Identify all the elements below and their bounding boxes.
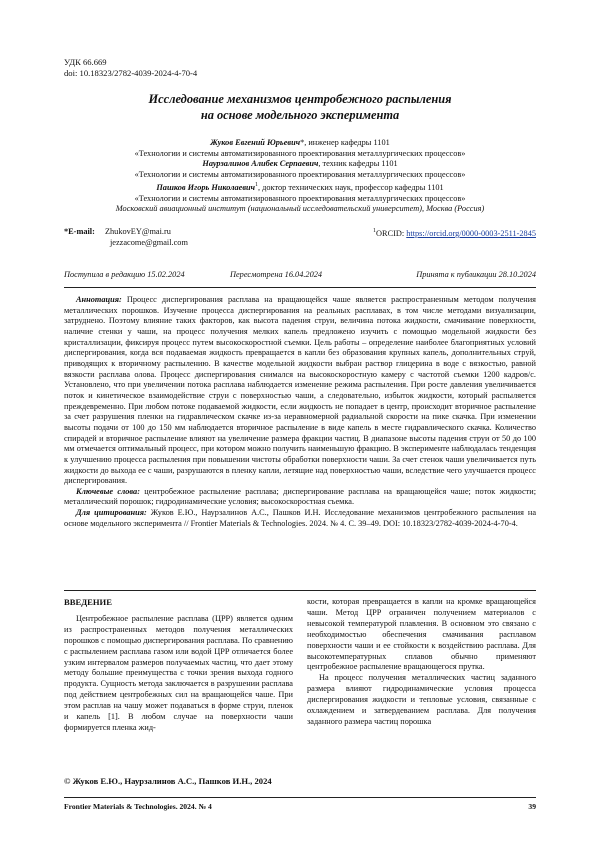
author-mark: * <box>300 138 305 147</box>
author-name: Наурзалинов Алибек Серпаевич <box>202 159 319 169</box>
paragraph: Центробежное распыление расплава (ЦРР) является одним из распространенных методов получения металлических порошков с помощью диспергирования расплава. По сравнению с распылением расплава газом или водой ЦРР отличается более узким интервалом размеров получаемых частиц, что дает этому методу большие преимущества с точки зрения выхода годного продукта. Сущность метода заключается в разрушении расплава под действием центробежных сил на вращающейся чаше. При этом расплав на чашу может подаваться в форме струи, пленок и капель [1]. В любом случае на поверхности чаши формируется пленка жид- <box>64 613 293 732</box>
keywords-label: Ключевые слова: <box>76 486 140 496</box>
abstract-block <box>64 295 536 529</box>
email-link-1[interactable]: ZhukovEY@mai.ru <box>104 227 171 236</box>
page-footer <box>64 802 536 811</box>
keywords-text: центробежное распыление расплава; диспергирование расплава на вращающейся чаше; поток жидкости; металлический порошок; гидродинамические условия; высокоскоростная съемка. <box>64 486 537 507</box>
citation <box>64 508 536 529</box>
keywords <box>64 487 536 508</box>
title-line-1: Исследование механизмов центробежного распыления <box>148 92 452 106</box>
citation-label: Для цитирования: <box>76 508 147 518</box>
author-affiliation: «Технологии и системы автоматизированного проектирования металлургических процессов» <box>134 169 466 179</box>
email-label: *E-mail: <box>64 227 95 236</box>
author-block <box>64 138 536 215</box>
page-number: 39 <box>528 802 536 811</box>
divider <box>64 590 536 591</box>
divider <box>64 287 536 288</box>
author-name: Жуков Евгений Юрьевич <box>210 138 301 147</box>
abstract-text: Процесс диспергирования расплава на вращающейся чаше является распространенным методом получения металлических порошков. Изучение процесса диспергирования на реальных расплавах, в том числе методами визуализации, затруднено. Поэтому влияние таких факторов, как высота падения струи, величина потока жидкости, смачивание поверхности, наличие стенки у чаши, на процесс получения мелких капель предложено изучить с помощью модельной жидкости без кристаллизации, фиксируя процесс путем высокоскоростной съемки. Цель работы – определение наиболее благоприятных условий диспергирования, когда вся подаваемая жидкость превращается в капли без образования крупных капель, дополнительных струй, приводящих к вторичному распылению. В качестве модельной жидкости выбран раствор глицерина в воде с вязкостью, равной вязкости расплава олова. Процесс диспергирования снимался на высокоскоростную камеру с частотой съемки 1200 кадров/с. Установлено, что при увеличении потока расплава наблюдается изменение режима распыления. При росте давления увеличивается поток и кинетическое взаимодействие струи с поверхностью чаши, а следовательно, избыток жидкости, который распыляется преждевременно. При любом потоке подаваемой жидкости, если жидкость не попадает в центр, происходит вторичное распыление за счет разрушения пленки на гидравлическом скачке из-за неравномерной радиальной скорости на пике скачка. При изменении высоты подачи от 100 до 150 мм наблюдается вторичное распыление в виде капель в месте гидравлического скачка. Количество спирадей и вторичное распыление влияют на увеличение размера фракции частиц. В диапазоне высоты падения струи от 50 до 100 мм отмечается оптимальный процесс, при котором можно получить наименьшую фракцию. В эксперименте наблюдалась тенденция к улучшению процесса распыления при повышении чистоты обработки поверхности чаши. За счет стенок чаши увеличивается путь жидкости до выхода ее с чаши, разрушаются в пленку капли, летящие над поверхностью чаши, вследствие чего улучшается процесс диспергирования. <box>64 295 536 486</box>
orcid-block: $^1$ORCID: https://orcid.org/0000-0003-2511-2845 <box>373 228 536 238</box>
article-title <box>64 92 536 123</box>
date-revised: Пересмотрена 16.04.2024 <box>230 270 323 279</box>
copyright: © Жуков Е.Ю., Наурзалинов А.С., Пашков И.Н., 2024 <box>64 776 272 786</box>
author-2 <box>64 159 536 170</box>
citation-text: Жуков Е.Ю., Наурзалинов А.С., Пашков И.Н. Исследование механизмов центробежного распыления на основе модельного эксперимента // Frontier Materials & Technologies. 2024. № 4. С. 39–49. DOI: 10.18323/2782-4039-2024-4-70-4. <box>64 508 536 528</box>
title-line-2: на основе модельного эксперимента <box>200 107 400 122</box>
institution: Московский авиационный институт (национальный исследовательский университет), Москва (Россия) <box>115 204 485 214</box>
date-accepted: Принята к публикации 28.10.2024 <box>416 270 536 279</box>
author-role: , техник кафедры 1101 <box>318 159 398 169</box>
doi-text: doi: 10.18323/2782-4039-2024-4-70-4 <box>64 68 198 78</box>
author-affiliation: «Технологии и системы автоматизированного проектирования металлургических процессов» <box>134 148 466 158</box>
udk-code: УДК 66.669 <box>64 57 107 67</box>
journal-name: Frontier Materials & Technologies. 2024. № 4 <box>64 802 212 811</box>
paragraph: кости, которая превращается в капли на кромке вращающейся чаши. Метод ЦРР ограничен получением материалов с невысокой температурой плавления. В основном это связано с необходимостью обеспечения смачивания расплавом поверхности чаши и ее стойкости к воздействию расплава. Для высокотемпературных сплавов обычно применяют центробежное распыление вращающегося прутка. <box>307 597 536 672</box>
author-name: Пашков Игорь Николаевич <box>156 183 256 193</box>
section-heading: ВВЕДЕНИЕ <box>64 597 112 607</box>
author-3 <box>64 180 536 193</box>
orcid-link[interactable]: https://orcid.org/0000-0003-2511-2845 <box>406 228 536 238</box>
email-link-2[interactable]: jezzacome@gmail.com <box>110 238 188 247</box>
column-right <box>307 597 536 728</box>
author-role: , доктор технических наук, профессор кафедры 1101 <box>258 183 444 193</box>
author-role: , инженер кафедры 1101 <box>304 138 390 147</box>
abstract <box>64 295 536 487</box>
author-affiliation: «Технологии и системы автоматизированного проектирования металлургических процессов» <box>134 193 466 203</box>
author-mark: 1 <box>255 182 259 189</box>
column-left <box>64 597 293 734</box>
orcid-prefix: ORCID: <box>376 228 407 238</box>
abstract-label: Аннотация: <box>76 295 122 304</box>
paragraph: На процесс получения металлических частиц заданного размера влияют гидродинамические условия процесса диспергирования жидкости и тепловые условия, связанные с охлаждением и затвердеванием расплава. Для получения заданного размера частиц порошка <box>307 673 536 726</box>
footer-divider <box>64 797 536 798</box>
author-1 <box>64 138 536 149</box>
email-block <box>64 226 188 248</box>
header-meta <box>64 57 197 79</box>
date-received: Поступила в редакцию 15.02.2024 <box>64 270 185 279</box>
